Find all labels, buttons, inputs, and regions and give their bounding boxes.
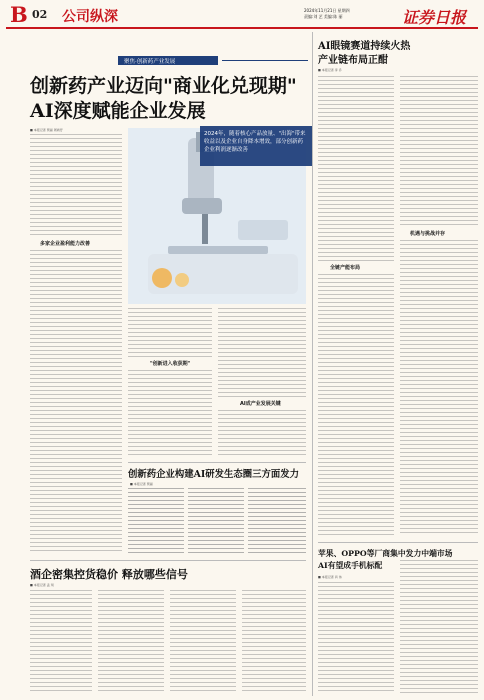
lead-callout-text: 2024年，随着核心产品放量、"出海"带来收益以及企业自身降本增效，部分创新药企业利润逐渐改善	[204, 131, 306, 153]
phones-title-line2: AI有望成手机标配	[318, 561, 383, 570]
phones-title-line1: 苹果、OPPO等厂商集中发力中端市场	[318, 549, 453, 558]
liquor-byline: ■ 本报记者 孟 珂	[30, 583, 54, 587]
liquor-body-2	[98, 590, 164, 694]
ai-ecosystem-title: 创新药企业构建AI研发生态圈三方面发力	[128, 469, 300, 480]
glasses-title-line1: AI眼镜赛道持续火热	[318, 41, 411, 52]
glasses-body-col1b	[318, 274, 394, 536]
glasses-body-col2	[400, 76, 478, 226]
glasses-body-col1	[318, 76, 394, 262]
glasses-byline: ■ 本报记者 李 乔	[318, 68, 342, 72]
brand-logo: 证券日报	[402, 8, 467, 27]
liquor-title: 酒企密集控货稳价 释放哪些信号	[30, 568, 188, 581]
ai-ecosystem-body-1	[128, 488, 184, 554]
lead-title-line1: 创新药产业迈向"商业化兑现期"	[30, 75, 297, 97]
column-divider	[312, 32, 313, 696]
ai-ecosystem-rule	[128, 462, 306, 463]
liquor-rule	[30, 560, 306, 561]
kicker-label: 聚焦·创新药产业发展	[124, 59, 176, 65]
lead-subhead-2: "创新进入收获期"	[150, 361, 191, 367]
lead-body-col1b	[30, 250, 122, 554]
glasses-subhead-2: 机遇与挑战并存	[410, 231, 446, 237]
ai-ecosystem-byline: ■ 本报记者 贾丽	[130, 482, 153, 486]
lead-body-col2b	[128, 370, 212, 456]
phones-rule	[318, 542, 478, 543]
phones-body-col1	[318, 582, 394, 694]
liquor-body-3	[170, 590, 236, 694]
glasses-body-col2b	[400, 240, 478, 536]
ai-ecosystem-body-2	[188, 488, 244, 554]
ai-ecosystem-body-3	[248, 488, 306, 554]
liquor-body-1	[30, 590, 92, 694]
lead-subhead-3: AI成产业发展关键	[240, 401, 281, 407]
lead-title-line2: AI深度赋能企业发展	[30, 100, 206, 122]
section-title: 公司纵深	[62, 9, 118, 25]
lead-body-col2	[128, 308, 212, 358]
liquor-body-4	[242, 590, 306, 694]
page-letter: B	[10, 2, 28, 27]
lead-byline: ■ 本报记者 贾丽 周尚伃	[30, 128, 63, 132]
page-header	[6, 4, 478, 26]
kicker-stripe	[222, 60, 308, 61]
glasses-subhead-1: 全链产能布局	[330, 265, 361, 271]
lead-body-col3b	[218, 410, 306, 456]
page-number: 02	[32, 8, 48, 21]
header-rule	[6, 27, 478, 29]
glasses-title-line2: 产业链布局正酣	[318, 55, 388, 66]
lead-body-col1	[30, 134, 122, 238]
date-line: 2024年11月21日 星期四	[304, 8, 350, 13]
phones-body-col2	[400, 560, 478, 694]
editor-line: 责编:刘 艺 美编:陈 丽	[304, 14, 343, 19]
lead-body-col3	[218, 308, 306, 398]
lead-subhead-1: 多家企业盈利能力改善	[40, 241, 91, 247]
phones-byline: ■ 本报记者 肖 伟	[318, 575, 342, 579]
